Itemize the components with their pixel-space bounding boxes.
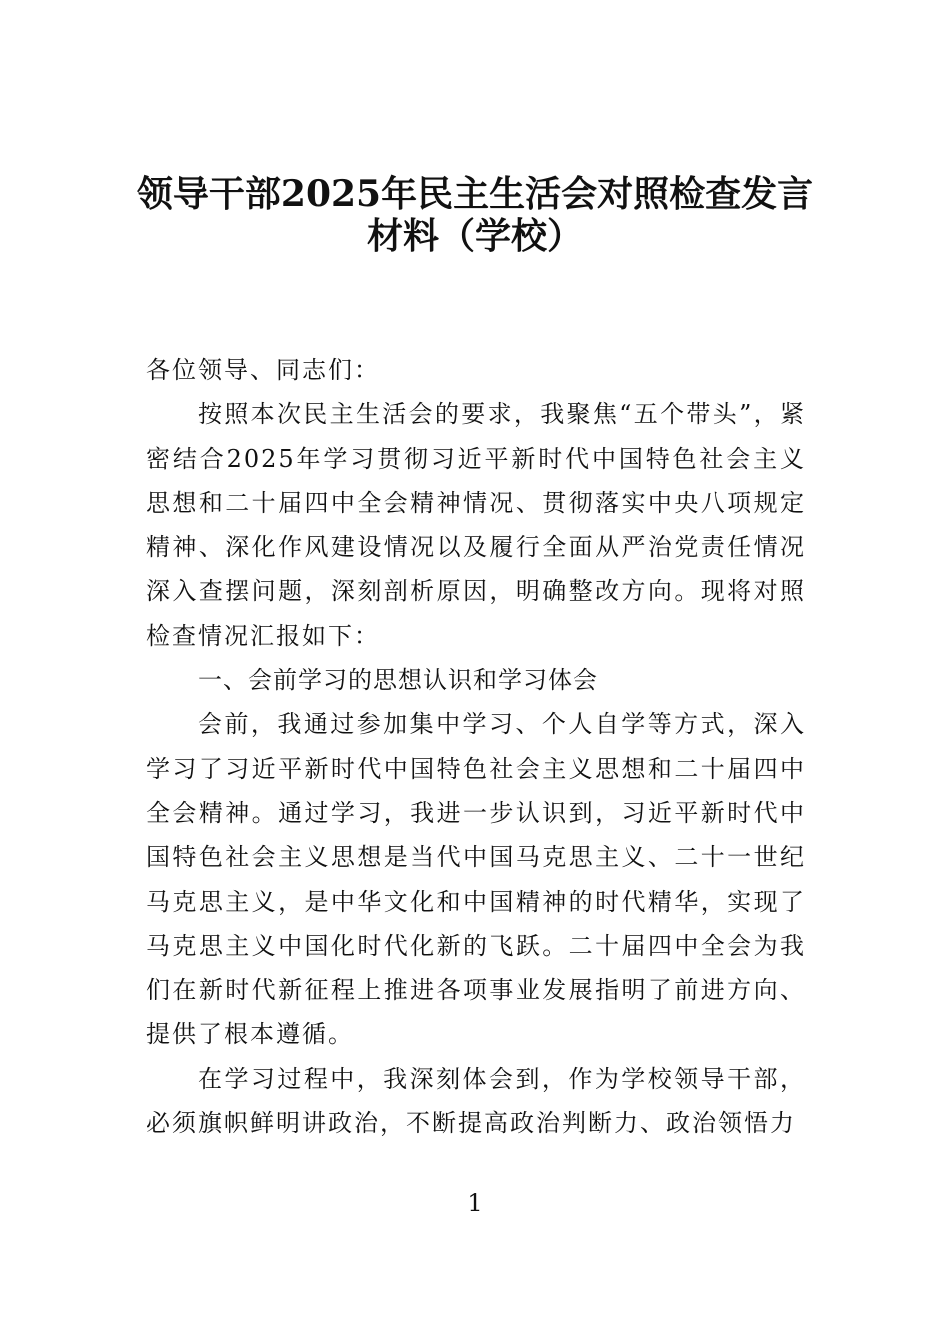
document-title-line2: 材料（学校） [366, 215, 583, 257]
intro-paragraph: 按照本次民主生活会的要求，我聚焦“五个带头”，紧密结合2025年学习贯彻习近平新时代中国特色社会主义思想和二十届四中全会精神情况、贯彻落实中央八项规定精神、深化作风建设情况以及履行全面从严治党责任情况深入查摆问题，深刻剖析原因，明确整改方向。现将对照检查情况汇报如下： [146, 400, 806, 650]
document-body [146, 348, 806, 1145]
body-paragraph: 会前，我通过参加集中学习、个人自学等方式，深入学习了习近平新时代中国特色社会主义思想和二十届四中全会精神。通过学习，我进一步认识到，习近平新时代中国特色社会主义思想是当代中国马克思主义、二十一世纪马克思主义，是中华文化和中国精神的时代精华，实现了马克思主义中国化时代化新的飞跃。二十届四中全会为我们在新时代新征程上推进各项事业发展指明了前进方向、提供了根本遵循。 [146, 710, 806, 1049]
section-heading: 一、会前学习的思想认识和学习体会 [198, 666, 598, 695]
salutation: 各位领导、同志们： [146, 356, 380, 384]
page-number: 1 [467, 1189, 483, 1217]
document-title-line1: 领导干部2025年民主生活会对照检查发言 [136, 173, 814, 215]
body-paragraph: 在学习过程中，我深刻体会到，作为学校领导干部，必须旗帜鲜明讲政治，不断提高政治判断力、政治领悟力 [146, 1064, 806, 1138]
